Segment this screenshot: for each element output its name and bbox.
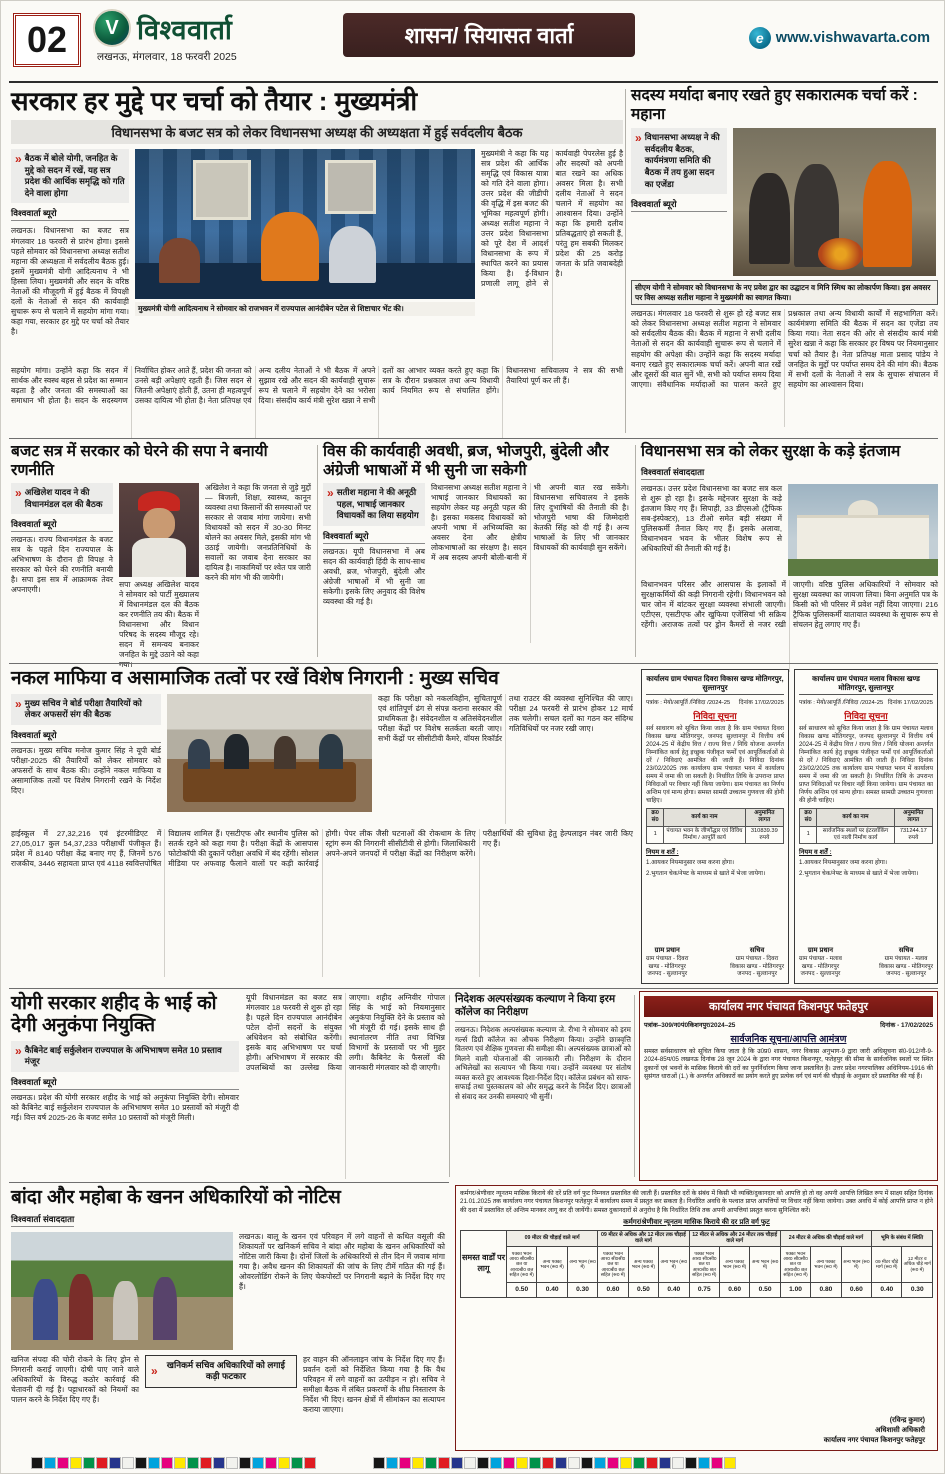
tender2-date: दिनांक 17/02/2025 bbox=[887, 700, 933, 706]
inspection-headline: निदेशक अल्पसंख्यक कल्याण ने किया इरम कॉलेज का निरीक्षण bbox=[455, 993, 631, 1022]
color-swatch bbox=[464, 1457, 476, 1469]
tender2-td: 731244.17 रुपये bbox=[894, 826, 932, 843]
color-swatch bbox=[291, 1457, 303, 1469]
quote-mark-icon: » bbox=[15, 152, 22, 167]
kishanpur-signature: (रविन्द्र कुमार) अधिशासी अधिकारी कार्यालय नगर पंचायत किशनपुर फतेहपुर bbox=[823, 1416, 925, 1444]
color-swatch bbox=[252, 1457, 264, 1469]
rate-sub-header: पक्का भवन आर0 सी0सी0 छत या आर0बी0 छत सहित (रू0 में) bbox=[780, 1246, 810, 1282]
kishanpur-notice-title: सार्वजनिक सूचना/आपत्ति आमंत्रण bbox=[730, 1034, 847, 1045]
color-swatch bbox=[438, 1457, 450, 1469]
rate-table-title: कर्मगर/श्रेणीवार न्यूनतम मासिक किराये की दर प्रति वर्ग फुट bbox=[623, 1218, 770, 1226]
color-swatch bbox=[161, 1457, 173, 1469]
lead-subhead: विधानसभा के बजट सत्र को लेकर विधानसभा अध्यक्ष की अध्यक्षता में हुई सर्वदलीय बैठक bbox=[11, 120, 623, 144]
color-swatch bbox=[711, 1457, 723, 1469]
tender1-notice-title: निविदा सूचना bbox=[693, 711, 737, 721]
color-swatch bbox=[122, 1457, 134, 1469]
inspection-body-text: लखनऊ। निदेशक अल्पसंख्यक कल्याण जे. रीभा ने सोमवार को इरम गर्ल्स डिग्री कॉलेज का औचक निरीक्षण किया। उन्होंने छात्रवृत्ति वितरण एवं शैक्षिक गुणवत्ता की समीक्षा की। अल्पसंख्यक छात्राओं को मिलने वाली योजनाओं की जानकारी ली। निरीक्षण के दौरान अभिलेखों का सत्यापन भी किया गया। उन्होंने व्यवस्था पर संतोष व्यक्त करते हुए आवश्यक दिशा-निर्देश दिए। कॉलेज प्रबंधन को साफ-सफाई तथा पुस्तकालय को और समृद्ध करने के निर्देश दिए। छात्राओं से संवाद कर उनकी समस्याएं भी सुनीं। bbox=[455, 1025, 631, 1101]
color-swatch bbox=[148, 1457, 160, 1469]
photo-shape bbox=[325, 160, 376, 214]
article-lead bbox=[11, 87, 623, 435]
lead-col2-text: मुख्यमंत्री ने कहा कि यह सत्र प्रदेश की आर्थिक समृद्धि एवं विकास यात्रा को गति देने वाला होगा। उत्तर प्रदेश की जीडीपी की वृद्धि में इस बजट की भूमिका महत्वपूर्ण होगी। अध्यक्ष सतीश महाना ने उत्तर प्रदेश विधानसभा को पूरे देश में आदर्श विधानसभा के रूप में स्थापित करने का प्रयास किया है। ई-विधान प्रणाली लागू होने से कार्यवाही पेपरलेस हुई है और सदस्यों को अपनी बात रखने का अधिक अवसर मिला है। सभी दलीय नेताओं ने सदन चलाने में सहयोग का आश्वासन दिया। उन्होंने कहा कि हमारी दलीय प्रतिबद्धताएं हो सकती हैं, परंतु हम सबकी मिलकर प्रदेश की 25 करोड़ जनता के प्रति जवाबदेही है। bbox=[481, 149, 623, 289]
martyr-byline: विश्ववार्ता ब्यूरो bbox=[11, 1076, 239, 1090]
row-divider bbox=[9, 438, 938, 439]
color-swatch bbox=[213, 1457, 225, 1469]
chief-byline: विश्ववार्ता ब्यूरो bbox=[11, 729, 161, 743]
lead-col1-text: लखनऊ। विधानसभा का बजट सत्र मंगलवार 18 फरवरी से प्रारंभ होगा। इससे पहले सोमवार को विधानसभा अध्यक्ष सतीश महाना की अध्यक्षता में सर्वदलीय बैठक हुई। इसमें मुख्यमंत्री योगी आदित्यनाथ ने भी हिस्सा लिया। मुख्यमंत्री और सदन के वरिष्ठ नेताओं की मौजूदगी में हुई बैठक में विपक्षी दलों के नेताओं से सदन की कार्यवाही सुचारू रूप से चलाने में सहयोग मांगा गया। कहा गया, सरकार हर मुद्दे पर चर्चा को तैयार है। bbox=[11, 226, 129, 336]
color-swatch bbox=[490, 1457, 502, 1469]
mining-col2-text: खनिज संपदा की चोरी रोकने के लिए ड्रोन से निगरानी कराई जाएगी। दोषी पाए जाने वाले अधिकारियों के विरुद्ध कठोर कार्रवाई की चेतावनी दी गई है। पट्टाधारकों को नियमों का पालन करने के निर्देश दिए गए हैं। bbox=[11, 1354, 139, 1404]
mahana-highlight-text: विधानसभा अध्यक्ष ने की सर्वदलीय बैठक, कार्यमंत्रणा समिति की बैठक में तय हुआ सदन का एजेंडा bbox=[644, 132, 720, 189]
lead-photo-caption: मुख्यमंत्री योगी आदित्यनाथ ने सोमवार को राजभवन में राज्यपाल आनंदीबेन पटेल से शिष्टाचार भेंट की। bbox=[135, 302, 475, 316]
chief-highlight bbox=[11, 694, 161, 725]
rate-sub-header: अन्य पक्का भवन (रू0 में) bbox=[628, 1246, 658, 1282]
column-divider bbox=[634, 995, 635, 1177]
mahana-body-text: लखनऊ। मंगलवार 18 फरवरी से शुरू हो रहे बजट सत्र को लेकर विधानसभा अध्यक्ष सतीश महाना ने सोमवार को सर्वदलीय बैठक की। बैठक में महाना ने सभी दलीय नेताओं से सदन की कार्यवाही सुचारू रूप से चलाने में सहयोग की अपेक्षा की। उन्होंने कहा कि सदस्य मर्यादा बनाए रखते हुए सकारात्मक चर्चा करें। अपनी बात रखें और दूसरों की बात सुनें भी, सभी को पर्याप्त समय दिया जाएगा। संवैधानिक मर्यादाओं का पालन करते हुए प्रश्नकाल तथा अन्य विधायी कार्यों में सहभागिता करें। कार्यमंत्रणा समिति की बैठक में सदन का एजेंडा तय किया गया। नेता सदन की ओर से संसदीय कार्य मंत्री सुरेश खन्ना ने कहा कि सरकार हर विषय पर नियमानुसार चर्चा को तैयार है। नेता प्रतिपक्ष माता प्रसाद पांडेय ने जनहित के मुद्दों पर पर्याप्त समय देने की मांग की। बैठक में सभी दलों के नेताओं ने सत्र के सुचारू संचालन में सहयोग का आश्वासन दिया। bbox=[631, 309, 938, 389]
sapa-col3-text: अखिलेश ने कहा कि जनता से जुड़े मुद्दों— बिजली, शिक्षा, स्वास्थ्य, कानून व्यवस्था तथा किसानों की समस्याओं पर सरकार से जवाब मांगा जायेगा। सभी विधायकों को सदन में 30-30 मिनट बोलने का अवसर मिले, इसकी मांग भी उठाई जायेगी। जनप्रतिनिधियों के सवालों का जवाब देना सरकार का दायित्व है। नाकामियों पर श्वेत पत्र जारी करने की मांग भी की जायेगी। bbox=[205, 483, 311, 583]
tender2-td: 1 bbox=[800, 826, 817, 843]
mining-col1-text: लखनऊ। बालू के खनन एवं परिवहन में लगे वाहनों से कथित वसूली की शिकायतों पर खनिकर्म सचिव ने बांदा और महोबा के खनन अधिकारियों को नोटिस जारी किया है। दोनों जिलों के अधिकारियों से तीन दिन में जवाब मांगा गया है। अवैध खनन की शिकायतों की जांच के लिए टीमें गठित की गई हैं। ओवरलोडिंग रोकने के लिए चेकपोस्टों पर निगरानी बढ़ाने के निर्देश दिए गए हैं। bbox=[239, 1231, 445, 1291]
brand-name: विश्ववार्ता bbox=[137, 14, 233, 45]
photo-shape bbox=[224, 734, 249, 769]
photo-shape bbox=[69, 1274, 93, 1340]
color-swatch bbox=[685, 1457, 697, 1469]
photo-shape bbox=[153, 1277, 177, 1341]
color-swatch bbox=[44, 1457, 56, 1469]
rate-value: 0.60 bbox=[719, 1282, 749, 1297]
kishanpur-notice-top bbox=[639, 991, 938, 1181]
tender1-td: 310839.39 रुपये bbox=[745, 826, 783, 843]
rate-value: 0.40 bbox=[872, 1282, 902, 1297]
mahana-photo-caption: सीएम योगी ने सोमवार को विधानसभा के नए प्रवेश द्वार का उद्घाटन व मिनि स्मिथ का लोकार्पण किया। इस अवसर पर विस अध्यक्ष सतीश महाना ने मुख्यमंत्री का स्वागत किया। bbox=[631, 280, 938, 305]
color-swatch bbox=[646, 1457, 658, 1469]
photo-shape bbox=[159, 238, 200, 283]
tender2-th: अनुमानित लागत bbox=[894, 809, 932, 826]
security-byline: विश्ववार्ता संवाददाता bbox=[641, 466, 704, 480]
mining-subbox-text: खनिकर्म सचिव अधिकारियों को लगाई कड़ी फटकार bbox=[166, 1359, 285, 1382]
column-divider bbox=[635, 445, 636, 657]
languages-headline: विस की कार्यवाही अवधी, ब्रज, भोजपुरी, बुंदेली और अंग्रेजी भाषाओं में भी सुनी जा सकेगी bbox=[323, 443, 609, 479]
tender1-sig-right: सचिव ग्राम पंचायत - दिवरा विकास खण्ड - मोतिगरपुर जनपद - सुल्तानपुर bbox=[730, 947, 784, 978]
sapa-highlight bbox=[11, 483, 113, 514]
photo-shape bbox=[132, 538, 186, 577]
article-martyr bbox=[11, 993, 445, 1179]
color-swatch bbox=[607, 1457, 619, 1469]
photo-shape bbox=[188, 739, 211, 770]
color-swatch bbox=[698, 1457, 710, 1469]
photo-shape bbox=[319, 734, 344, 769]
article-sapa bbox=[11, 443, 311, 670]
kishanpur-office: कार्यालय नगर पंचायत किशनपुर फतेहपुर bbox=[644, 996, 933, 1017]
tender-notice-diwara bbox=[641, 669, 789, 984]
photo-shape bbox=[749, 173, 790, 265]
security-headline: विधानसभा सत्र को लेकर सुरक्षा के कड़े इंतजाम bbox=[641, 443, 901, 460]
color-swatch bbox=[399, 1457, 411, 1469]
article-languages bbox=[323, 443, 629, 659]
kishanpur-body1: समस्त सर्वसाधारण को सूचित किया जाता है कि उ0प्र0 शासन, नगर विकास अनुभाग-9 द्वारा जारी अधिसूचना सं0-912/नौ-9-2024-85प/05 लखनऊ दिनांक 28 जून 2024 के द्वारा नगर पंचायत किशनपुर, फतेहपुर की सीमा के सार्वजनिक स्थलों पर स्थित दुकानों एवं भवनों के मासिक किराये की दरों का पुनर्निर्धारण किया जाना प्रस्तावित है। उत्तर प्रदेश नगरपालिका अधिनियम-1916 की सुसंगत धाराओं (1.) के अन्तर्गत अधिकारों का प्रयोग करते हुए प्रत्येक वर्ग एवं मार्ग की चौड़ाई के अनुसार दरें प्रस्तावित की गई हैं। bbox=[644, 1048, 933, 1080]
tender1-term: 1.आयकर नियमानुसार जमा करना होगा। bbox=[646, 858, 735, 866]
photo-shape bbox=[818, 238, 863, 271]
color-swatch bbox=[516, 1457, 528, 1469]
meeting-photo bbox=[167, 694, 372, 812]
lead-byline: विश्ववार्ता ब्यूरो bbox=[11, 207, 129, 221]
color-bar bbox=[373, 1457, 736, 1469]
tender1-date: दिनांक 17/02/2025 bbox=[738, 700, 784, 706]
kishanpur-notice-bottom bbox=[455, 1185, 938, 1451]
color-swatch bbox=[109, 1457, 121, 1469]
color-swatch bbox=[503, 1457, 515, 1469]
rate-group-header: भूमि के संबंध में स्थिति bbox=[872, 1230, 933, 1246]
kishanpur-body2: कर्मगर/श्रेणीवार न्यूनतम मासिक किराये की दरें प्रति वर्ग फुट निम्नवत प्रस्तावित की जाती हैं। प्रस्तावित दरों के संबंध में किसी भी व्यक्ति/दुकानदार को आपत्ति हो तो वह अपनी आपत्ति लिखित रूप में साक्ष्य सहित दिनांक 21.01.2025 तक कार्यालय नगर पंचायत किशनपुर फतेहपुर में कार्यालय समय में प्रस्तुत कर सकता है। निर्धारित अवधि के पश्चात प्राप्त आपत्तियों पर विचार नहीं किया जायेगा। उक्त अवधि में कोई आपत्ति प्राप्त न होने की दशा में प्रस्तावित दरें अन्तिम मानकर लागू कर दी जायेंगी। समस्त दुकानदारों से अनुरोध है कि निर्धारित तिथि तक अपनी आपत्तियां प्रस्तुत करना सुनिश्चित करें। bbox=[460, 1190, 933, 1214]
rate-sub-header: अन्य भवन (रू0 में) bbox=[567, 1246, 597, 1282]
martyr-headline: योगी सरकार शहीद के भाई को देगी अनुकंपा नियुक्ति bbox=[11, 993, 217, 1036]
quote-mark-icon: » bbox=[635, 131, 642, 146]
rate-sub-header: अन्य पक्का भवन (रू0 में) bbox=[719, 1246, 749, 1282]
sapa-byline: विश्ववार्ता ब्यूरो bbox=[11, 518, 113, 532]
tender2-table bbox=[799, 808, 933, 844]
kishanpur-ref: पत्रांक–309/न0पं0किशनपुर/2024–25 bbox=[644, 1022, 736, 1029]
article-security bbox=[641, 443, 938, 659]
rate-sub-header: 12 मीटर व अधिक चौड़े मार्ग (रू0 में) bbox=[902, 1246, 933, 1282]
photo-shape bbox=[261, 212, 319, 281]
rate-group-header: 12 मीटर से अधिक और 24 मीटर तक चौड़ाई वाले मार्ग bbox=[689, 1230, 780, 1246]
languages-highlight bbox=[323, 483, 425, 526]
article-mahana bbox=[631, 87, 938, 435]
brand-logo-icon: V bbox=[93, 9, 131, 47]
rent-rate-table bbox=[460, 1230, 933, 1298]
color-bar bbox=[31, 1457, 316, 1469]
color-swatch bbox=[265, 1457, 277, 1469]
color-swatch bbox=[70, 1457, 82, 1469]
tender1-body: सर्व साधारण को सूचित किया जाता है कि ग्राम पंचायत दिवरा विकास खण्ड मोतिगरपुर, जनपद सुल्तानपुर में वित्तीय वर्ष 2024-25 में केंद्रीय वित्त / राज्य वित्त / निधि योजना अन्तर्गत निम्नांकित कार्य हेतु इच्छुक पंजीकृत फर्मों एवं आपूर्तिकर्ताओं से दरें / निविदाएं आमंत्रित की जाती हैं। निविदा दिनांक 23/02/2025 तक कार्यालय ग्राम पंचायत भवन में कार्यालय समय में जमा की जा सकती है। निर्धारित तिथि के उपरान्त प्राप्त निविदाओं पर विचार नहीं किया जायेगा। ग्राम पंचायत का निर्णय अन्तिम एवं मान्य होगा। समस्त सामग्री उच्चतम गुणवत्ता की होनी चाहिए। bbox=[646, 725, 784, 805]
rate-value: 0.30 bbox=[902, 1282, 933, 1297]
photo-shape bbox=[113, 1281, 137, 1340]
chief-col2-text: कहा कि परीक्षा को नकलविहीन, सुचितापूर्ण एवं शांतिपूर्ण ढंग से संपन्न कराना सरकार की प्राथमिकता है। संवेदनशील व अतिसंवेदनशील परीक्षा केंद्रों पर विशेष सतर्कता बरती जाए। सभी केंद्रों पर सीसीटीवी कैमरे, वॉयस रिकॉर्डर तथा राउटर की व्यवस्था सुनिश्चित की जाए। परीक्षा 24 फरवरी से प्रारंभ होकर 12 मार्च तक चलेगी। सचल दलों का गठन कर संदिग्ध गतिविधियों पर नजर रखी जाए। bbox=[378, 693, 633, 743]
rate-group-header: 09 मीटर से अधिक और 12 मीटर तक चौड़ाई वाले मार्ग bbox=[598, 1230, 689, 1246]
color-swatch bbox=[425, 1457, 437, 1469]
martyr-col2-text: यूपी विधानमंडल का बजट सत्र मंगलवार 18 फरवरी से शुरू हो रहा है। पहले दिन राज्यपाल आनंदीबेन पटेल दोनों सदनों के संयुक्त अधिवेशन को संबोधित करेंगी। इसके बाद अभिभाषण पर चर्चा होगी। अभिभाषण में सरकार की उपलब्धियों का उल्लेख किया जाएगा। शहीद अग्निवीर गोपाल सिंह के भाई को नियमानुसार अनुकंपा नियुक्ति देने के प्रस्ताव को भी मंजूरी दी गई। इसके साथ ही स्थानांतरण नीति तथा विभिन्न विभागों के प्रस्तावों पर भी मुहर लगी। कैबिनेट के फैसलों की जानकारी मंगलवार को दी जाएगी। bbox=[246, 993, 445, 1073]
photo-shape bbox=[193, 160, 251, 220]
rate-sub-header: अन्य पक्का भवन (रू0 में) bbox=[811, 1246, 841, 1282]
section-title: शासन/ सियासत वार्ता bbox=[343, 13, 635, 57]
rate-group-header: 24 मीटर से अधिक की चौड़ाई वाले मार्ग bbox=[780, 1230, 871, 1246]
quote-mark-icon: » bbox=[151, 1364, 158, 1379]
akhilesh-photo bbox=[119, 483, 199, 577]
martyr-highlight bbox=[11, 1041, 239, 1072]
row-divider bbox=[9, 988, 938, 989]
website-url: www.vishwavarta.com bbox=[775, 30, 930, 46]
color-swatch bbox=[386, 1457, 398, 1469]
color-swatch bbox=[57, 1457, 69, 1469]
tender2-th: कार्य का नाम bbox=[817, 809, 894, 826]
color-swatch bbox=[31, 1457, 43, 1469]
tender2-terms-title: नियम व शर्तें : bbox=[799, 848, 832, 856]
tender2-term: 2.भुगतान चेक/नेफ्ट के माध्यम से खाते में भेजा जायेगा। bbox=[799, 869, 919, 877]
lead-highlight-text: बैठक में बोले योगी, जनहित के मुद्दे को सदन में रखें, यह सत्र प्रदेश की आर्थिक समृद्धि को गति देने वाला होगा bbox=[24, 153, 125, 198]
tender2-notice-title: निविदा सूचना bbox=[844, 711, 888, 721]
rate-sub-header: पक्का भवन आर0 सी0सी0 छत या आर0बी0 छत सहित (रू0 में) bbox=[507, 1246, 537, 1282]
quote-mark-icon: » bbox=[15, 1043, 22, 1058]
languages-col1-text: लखनऊ। यूपी विधानसभा में अब सदन की कार्यवाही हिंदी के साथ-साथ अवधी, ब्रज, भोजपुरी, बुंदेली और अंग्रेजी भाषाओं में भी सुनी जा सकेगी। इसके लिए अनुवाद की विशेष व्यवस्था की गई है। bbox=[323, 546, 425, 607]
mahana-highlight bbox=[631, 128, 727, 194]
color-swatch bbox=[542, 1457, 554, 1469]
mining-col3-text: हर वाहन की ऑनलाइन जांच के निर्देश दिए गए हैं। प्रवर्तन दलों को निर्देशित किया गया है कि वैध परिवहन में लगे वाहनों का उत्पीड़न न हो। सचिव ने समीक्षा बैठक में लंबित प्रकरणों के शीघ्र निस्तारण के निर्देश भी दिए। खनन क्षेत्रों में सीमांकन का सत्यापन कराया जाएगा। bbox=[303, 1354, 445, 1414]
tender1-table bbox=[646, 808, 784, 844]
row-divider bbox=[9, 1182, 449, 1183]
color-swatch bbox=[568, 1457, 580, 1469]
brand bbox=[93, 9, 237, 64]
column-divider bbox=[625, 89, 626, 433]
rate-group-header: 09 मीटर की चौड़ाई वाले मार्ग bbox=[507, 1230, 598, 1246]
color-swatch bbox=[187, 1457, 199, 1469]
article-inspection bbox=[455, 993, 631, 1179]
languages-col2-text: विधानसभा अध्यक्ष सतीश महाना ने भाषाई जानकार विधायकों का सहयोग लेकर यह अनूठी पहल की है। इसका मकसद विधायकों को अपनी भाषा में अभिव्यक्ति का अवसर देना और क्षेत्रीय लोकभाषाओं का संरक्षण है। सदन में अब सदस्य अपनी बोली-बानी में भी अपनी बात रख सकेंगे। विधानसभा सचिवालय ने इसके लिए दुभाषियों की तैनाती की है। भोजपुरी भाषा की जिम्मेदारी केतकी सिंह को दी गई है। अन्य भाषाओं के लिए भी जानकार विधायकों की कार्यवाही सुन सकेंगे। bbox=[431, 483, 629, 563]
quote-mark-icon: » bbox=[15, 696, 22, 711]
header-divider bbox=[9, 81, 938, 83]
lead-highlight bbox=[11, 149, 129, 203]
mining-headline: बांदा और महोबा के खनन अधिकारियों को नोटिस bbox=[11, 1187, 341, 1208]
color-swatch bbox=[373, 1457, 385, 1469]
tender1-th: क्र0 सं0 bbox=[647, 809, 664, 826]
tender-notice-malaw bbox=[794, 669, 938, 984]
vidhan-bhavan-photo bbox=[788, 484, 938, 576]
color-swatch bbox=[672, 1457, 684, 1469]
rate-value: 0.50 bbox=[628, 1282, 658, 1297]
photo-shape bbox=[797, 515, 929, 559]
color-swatch bbox=[724, 1457, 736, 1469]
color-swatch bbox=[529, 1457, 541, 1469]
rate-table-row-label: समस्त वार्डों पर लागू bbox=[461, 1230, 507, 1297]
sapa-col1-text: लखनऊ। राज्य विधानमंडल के बजट सत्र के पहले दिन राज्यपाल के अभिभाषण के दौरान ही विपक्ष ने सरकार को घेरने की रणनीति बनायी है। सपा इस सत्र में आक्रामक तेवर अपनाएगी। bbox=[11, 535, 113, 595]
rate-value: 0.75 bbox=[689, 1282, 719, 1297]
rate-value: 1.00 bbox=[780, 1282, 810, 1297]
mining-subbox bbox=[145, 1355, 297, 1388]
security-col2-text: विधानभवन परिसर और आसपास के इलाकों में सुरक्षाकर्मियों की कड़ी निगरानी रहेगी। विधानभवन को चार जोन में बांटकर सुरक्षा व्यवस्था संभाली जाएगी। एटीएस, एसटीएफ और खुफिया एजेंसियां भी सक्रिय रहेंगी। अराजक तत्वों पर ड्रोन कैमरों से नजर रखी जाएगी। वरिष्ठ पुलिस अधिकारियों ने सोमवार को सुरक्षा व्यवस्था का जायजा लिया। बिना अनुमति पत्र के किसी को भी परिसर में प्रवेश नहीं दिया जाएगा। 216 ट्रैफिक पुलिसकर्मी यातायात व्यवस्था के सुचारू रूप से संचलन हेतु लगाए गए हैं। bbox=[641, 579, 938, 629]
rate-sub-header: 09 मीटर चौड़े मार्ग (रू0 में) bbox=[872, 1246, 902, 1282]
martyr-highlight-text: कैबिनेट बाई सर्कुलेशन राज्यपाल के अभिभाषण समेत 10 प्रस्ताव मंजूर bbox=[24, 1044, 222, 1067]
languages-byline: विश्ववार्ता ब्यूरो bbox=[323, 530, 425, 544]
color-swatch bbox=[239, 1457, 251, 1469]
rate-value: 0.80 bbox=[811, 1282, 841, 1297]
tender1-terms-title: नियम व शर्तें : bbox=[646, 848, 679, 856]
color-swatch bbox=[226, 1457, 238, 1469]
color-swatch bbox=[304, 1457, 316, 1469]
rate-sub-header: अन्य भवन (रू0 में) bbox=[750, 1246, 780, 1282]
mahana-photo bbox=[733, 128, 936, 276]
tender1-term: 2.भुगतान चेक/नेफ्ट के माध्यम से खाते में भेजा जायेगा। bbox=[646, 869, 766, 877]
dateline: लखनऊ, मंगलवार, 18 फरवरी 2025 bbox=[97, 51, 237, 63]
rate-sub-header: पक्का भवन आर0 सी0सी0 छत या आर0बी0 छत सहित (रू0 में) bbox=[598, 1246, 628, 1282]
color-swatch bbox=[620, 1457, 632, 1469]
color-swatch bbox=[135, 1457, 147, 1469]
photo-shape bbox=[329, 226, 377, 283]
mining-byline: विश्ववार्ता संवाददाता bbox=[11, 1213, 74, 1227]
rate-value: 0.30 bbox=[567, 1282, 597, 1297]
photo-shape bbox=[788, 559, 938, 576]
tender2-sig-right: सचिव ग्राम पंचायत - मलाव विकास खण्ड - मोतिगरपुर जनपद - सुल्तानपुर bbox=[879, 947, 933, 978]
kishanpur-date: दिनांक - 17/02/2025 bbox=[880, 1022, 933, 1029]
mahana-byline: विश्ववार्ता ब्यूरो bbox=[631, 198, 727, 212]
rate-value: 0.60 bbox=[598, 1282, 628, 1297]
tender2-office: कार्यालय ग्राम पंचायत मलाव विकास खण्ड मोतिगरपुर, सुल्तानपुर bbox=[799, 674, 933, 695]
color-swatch bbox=[200, 1457, 212, 1469]
tender2-td: सार्वजनिक स्थलों पर इंटरलॉकिंग एवं नाली निर्माण कार्य bbox=[817, 826, 894, 843]
sapa-highlight-text: अखिलेश यादव ने की विधानमंडल दल की बैठक bbox=[24, 487, 103, 509]
tender1-office: कार्यालय ग्राम पंचायत दिवरा विकास खण्ड मोतिगरपुर, सुल्तानपुर bbox=[646, 674, 784, 695]
page-number: 02 bbox=[13, 13, 81, 67]
rate-sub-header: अन्य भवन (रू0 में) bbox=[659, 1246, 689, 1282]
photo-shape bbox=[33, 1279, 57, 1340]
color-swatch bbox=[96, 1457, 108, 1469]
article-chief-secretary bbox=[11, 668, 633, 985]
article-mining bbox=[11, 1187, 445, 1451]
rate-sub-header: पक्का भवन आर0 सी0सी0 छत या आर0बी0 छत सहित (रू0 में) bbox=[689, 1246, 719, 1282]
security-col1-text: लखनऊ। उत्तर प्रदेश विधानसभा का बजट सत्र कल से शुरू हो रहा है। इसके मद्देनजर सुरक्षा के कड़े इंतजाम किए गए हैं। सिपाही, 33 डीएसओ (ट्रैफिक सब-इंस्पेक्टर), 13 टीओ समेत बड़ी संख्या में पुलिसकर्मी तैनात किए गए हैं। इसके अलावा, विधानभवन भवन के भीतर विशेष रूप से अधिकारियों की तैनाती की गई है। bbox=[641, 483, 782, 553]
mining-photo bbox=[11, 1232, 233, 1350]
tender1-td: पंचायत भवन के जीर्णोद्धार एवं विविध निर्माण / आपूर्ति कार्य bbox=[664, 826, 745, 843]
rate-value: 0.40 bbox=[537, 1282, 567, 1297]
martyr-col1-text: लखनऊ। प्रदेश की योगी सरकार शहीद के भाई को अनुकंपा नियुक्ति देगी। सोमवार को कैबिनेट बाई सर्कुलेशन राज्यपाल के अभिभाषण समेत 10 प्रस्तावों को मंजूरी दी गई। वित्त वर्ष 2025-26 के बजट समेत 10 प्रस्तावों को मंजूरी मिली। bbox=[11, 1092, 239, 1122]
chief-highlight-text: मुख्य सचिव ने बोर्ड परीक्षा तैयारियों को लेकर अफसरों संग की बैठक bbox=[24, 697, 142, 720]
column-divider bbox=[317, 445, 318, 657]
color-swatch bbox=[451, 1457, 463, 1469]
row-divider bbox=[9, 663, 938, 664]
lead-photo bbox=[135, 149, 475, 299]
color-swatch bbox=[278, 1457, 290, 1469]
quote-mark-icon: » bbox=[15, 486, 22, 501]
chief-col1-text: लखनऊ। मुख्य सचिव मनोज कुमार सिंह ने यूपी बोर्ड परीक्षा-2025 की तैयारियों को लेकर सोमवार को अफसरों के साथ बैठक की। उन्होंने नकल माफिया व असामाजिक तत्वों पर विशेष निगरानी रखने के निर्देश दिए। bbox=[11, 746, 161, 796]
rate-sub-header: अन्य भवन (रू0 में) bbox=[841, 1246, 871, 1282]
tender1-ref: पत्रांक : मेयो/आपूर्ति /निविदा /2024-25 bbox=[646, 700, 731, 706]
color-swatch bbox=[581, 1457, 593, 1469]
website-logo-icon: e bbox=[749, 27, 771, 49]
photo-shape bbox=[274, 736, 297, 769]
tender1-sig-left: ग्राम प्रधान ग्राम पंचायत - दिवरा खण्ड - मोतिगरपुर जनपद - सुल्तानपुर bbox=[646, 947, 689, 978]
website bbox=[749, 27, 930, 49]
sapa-col2-text: सपा अध्यक्ष अखिलेश यादव ने सोमवार को पार्टी मुख्यालय में विधानमंडल दल की बैठक कर रणनीति तय की। बैठक में विधानसभा और विधान परिषद के सदस्य मौजूद रहे। सदन में समन्वय बनाकर जनहित के मुद्दे उठाने को कहा गया। bbox=[119, 580, 199, 670]
lead-headline: सरकार हर मुद्दे पर चर्चा को तैयार : मुख्यमंत्री bbox=[11, 86, 418, 116]
tender2-sig-left: ग्राम प्रधान ग्राम पंचायत - मलाव खण्ड - मोतिगरपुर जनपद - सुल्तानपुर bbox=[799, 947, 842, 978]
column-divider bbox=[449, 995, 450, 1177]
color-swatch bbox=[633, 1457, 645, 1469]
tender1-th: अनुमानित लागत bbox=[745, 809, 783, 826]
photo-shape bbox=[143, 508, 175, 540]
color-swatch bbox=[594, 1457, 606, 1469]
color-swatch bbox=[174, 1457, 186, 1469]
languages-highlight-text: सतीश महाना ने की अनूठी पहल, भाषाई जानकार विधायकों का लिया सहयोग bbox=[336, 487, 419, 521]
photo-shape bbox=[863, 161, 912, 268]
mahana-headline: सदस्य मर्यादा बनाए रखते हुए सकारात्मक चर्चा करें : महाना bbox=[631, 87, 918, 123]
color-swatch bbox=[659, 1457, 671, 1469]
tender2-term: 1.आयकर नियमानुसार जमा करना होगा। bbox=[799, 858, 888, 866]
sapa-headline: बजट सत्र में सरकार को घेरने की सपा ने बनायी रणनीति bbox=[11, 443, 268, 479]
rate-value: 0.60 bbox=[841, 1282, 871, 1297]
tender1-th: कार्य का नाम bbox=[664, 809, 745, 826]
tender2-body: सर्व साधारण को सूचित किया जाता है कि ग्राम पंचायत मलाव विकास खण्ड मोतिगरपुर, जनपद सुल्तानपुर में वित्तीय वर्ष 2024-25 में केंद्रीय वित्त / राज्य वित्त / निधि योजना अन्तर्गत निम्नांकित कार्य हेतु इच्छुक पंजीकृत फर्मों एवं आपूर्तिकर्ताओं से दरें / निविदाएं आमंत्रित की जाती हैं। निविदा दिनांक 23/02/2025 तक कार्यालय ग्राम पंचायत भवन में कार्यालय समय में जमा की जा सकती है। निर्धारित तिथि के उपरान्त प्राप्त निविदाओं पर विचार नहीं किया जायेगा। ग्राम पंचायत का निर्णय अन्तिम एवं मान्य होगा। समस्त सामग्री उच्चतम गुणवत्ता की होनी चाहिए। bbox=[799, 725, 933, 805]
quote-mark-icon: » bbox=[327, 486, 334, 501]
rate-value: 0.50 bbox=[507, 1282, 537, 1297]
color-swatch bbox=[83, 1457, 95, 1469]
rate-sub-header: अन्य पक्का भवन (रू0 में) bbox=[537, 1246, 567, 1282]
color-swatch bbox=[412, 1457, 424, 1469]
lead-bottom-text: सहयोग मांगा। उन्होंने कहा कि सदन में सार्थक और स्वस्थ बहस से प्रदेश का सम्मान बढ़ता है और जनता की समस्याओं का समाधान भी होता है। सदन के सदस्यगण निर्वाचित होकर आते हैं, प्रदेश की जनता को उनसे बड़ी अपेक्षाएं रहती हैं। जिस सदन से जितनी अपेक्षाएं होती हैं, उतना ही महत्वपूर्ण उसका दायित्व भी होता है। नेता प्रतिपक्ष एवं अन्य दलीय नेताओं ने भी बैठक में अपने सुझाव रखे और सदन की कार्यवाही सुचारू रूप से चलाने में सहयोग देने का भरोसा दिया। संसदीय कार्य मंत्री सुरेश खन्ना ने सभी दलों का आभार व्यक्त करते हुए कहा कि सत्र के दौरान प्रश्नकाल तथा अन्य विधायी कार्य नियमित रूप से संचालित होंगे। विधानसभा सचिवालय ने सत्र की सभी तैयारियां पूर्ण कर ली हैं। bbox=[11, 366, 623, 406]
chief-headline: नकल माफिया व असामाजिक तत्वों पर रखें विशेष निगरानी : मुख्य सचिव bbox=[11, 668, 499, 689]
rate-value: 0.50 bbox=[750, 1282, 780, 1297]
tender2-th: क्र0 सं0 bbox=[800, 809, 817, 826]
tender1-td: 1 bbox=[647, 826, 664, 843]
chief-col3-text: हाईस्कूल में 27,32,216 एवं इंटरमीडिएट में 27,05,017 कुल 54,37,233 परीक्षार्थी पंजीकृत हैं। प्रदेश में 8140 परीक्षा केंद्र बनाए गए हैं, जिनमें 576 राजकीय, 3446 सहायता प्राप्त एवं 4118 स्ववित्तपोषित विद्यालय शामिल हैं। एसटीएफ और स्थानीय पुलिस को सतर्क रहने को कहा गया है। परीक्षा केंद्रों के आसपास फोटोकॉपी की दुकानें परीक्षा अवधि में बंद रहेंगी। सोशल मीडिया पर अफवाह फैलाने वालों पर कड़ी कार्रवाई होगी। पेपर लीक जैसी घटनाओं की रोकथाम के लिए स्ट्रांग रूम की निगरानी सीसीटीवी से होगी। जिलाधिकारी अपने-अपने जनपदों में परीक्षा केंद्रों का निरीक्षण करेंगे। परीक्षार्थियों की सुविधा हेतु हेल्पलाइन नंबर जारी किए गए हैं। bbox=[11, 828, 633, 868]
color-swatch bbox=[555, 1457, 567, 1469]
tender2-ref: पत्रांक : मेयो/आपूर्ति /निविदा /2024-25 bbox=[799, 700, 884, 706]
rate-value: 0.40 bbox=[659, 1282, 689, 1297]
color-swatch bbox=[477, 1457, 489, 1469]
